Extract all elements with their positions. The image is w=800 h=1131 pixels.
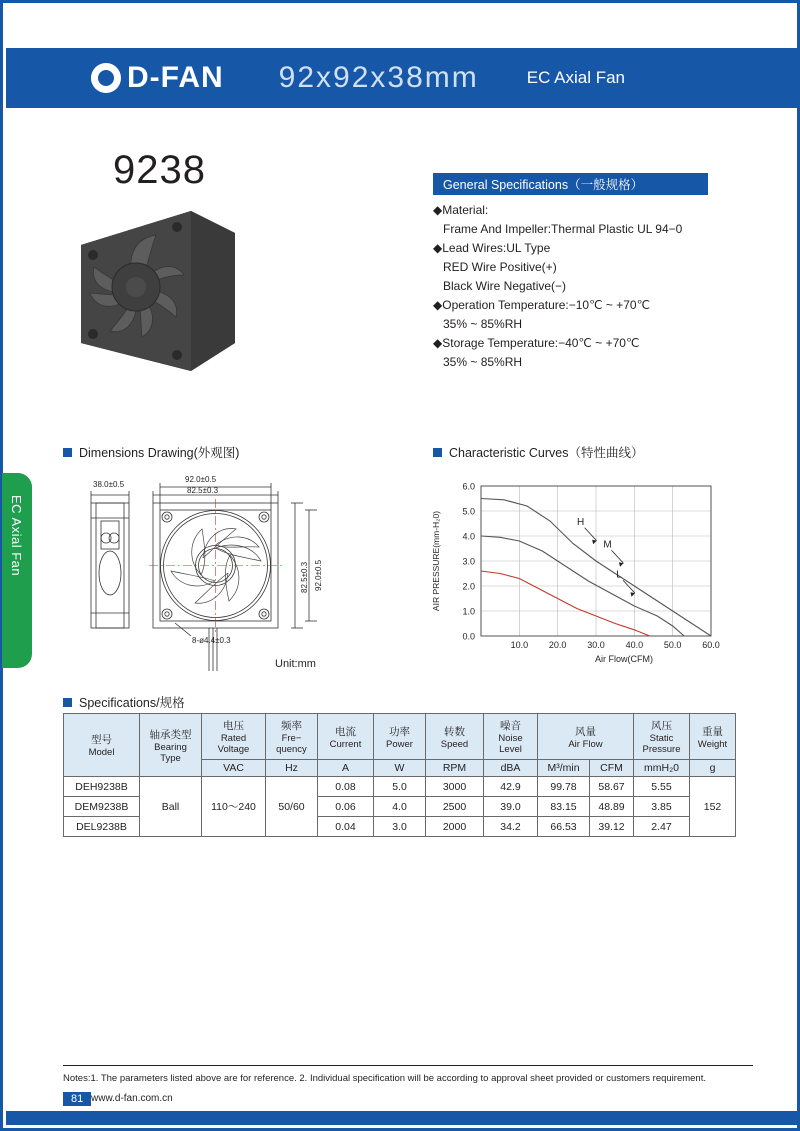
unit-frequency: Hz — [266, 760, 318, 777]
table-row — [64, 777, 736, 797]
th-air-flow: 风量 Air Flow — [538, 714, 634, 760]
side-tab-label: EC Axial Fan — [9, 495, 24, 577]
specifications-section-heading — [63, 693, 185, 711]
unit-voltage: VAC — [202, 760, 266, 777]
page-title: 9238 — [113, 148, 206, 192]
th-static-pressure: 风压 Static Pressure — [634, 714, 690, 760]
specifications-heading-label: Specifications/规格 — [79, 696, 185, 710]
unit-pressure: mmH₂0 — [634, 760, 690, 777]
svg-text:M: M — [603, 539, 612, 551]
cell-pressure: 3.85 — [634, 797, 690, 817]
cell-airflow-cfm: 58.67 — [590, 777, 634, 797]
svg-text:1.0: 1.0 — [462, 606, 475, 617]
table-header-row — [64, 714, 736, 760]
gs-line-2: ◆Lead Wires:UL Type — [433, 241, 551, 255]
gs-line-1: Frame And Impeller:Thermal Plastic UL 94−0 — [443, 222, 683, 236]
gs-line-6: 35% ~ 85%RH — [443, 317, 523, 331]
specifications-table — [63, 713, 736, 837]
cell-speed: 3000 — [426, 777, 484, 797]
cell-power: 3.0 — [374, 817, 426, 837]
gs-line-0: ◆Material: — [433, 203, 489, 217]
footer-bar — [6, 1111, 800, 1125]
curves-heading-label: Characteristic Curves（特性曲线） — [449, 446, 644, 460]
cell-pressure: 5.55 — [634, 777, 690, 797]
unit-speed: RPM — [426, 760, 484, 777]
website-url: www.d-fan.com.cn — [91, 1093, 173, 1104]
bullet-square-icon — [63, 698, 72, 707]
dimensions-heading-label: Dimensions Drawing(外观图) — [79, 446, 240, 460]
cell-current: 0.08 — [318, 777, 374, 797]
cell-airflow-cfm: 39.12 — [590, 817, 634, 837]
characteristic-curves-chart — [423, 468, 723, 683]
svg-text:20.0: 20.0 — [548, 640, 567, 650]
bullet-square-icon — [433, 448, 442, 457]
cell-voltage: 110～240 — [202, 777, 266, 837]
th-bearing-type: 轴承类型 Bearing Type — [140, 714, 202, 777]
page-header — [6, 48, 800, 108]
cell-current: 0.06 — [318, 797, 374, 817]
brand-name: D-FAN — [127, 61, 224, 94]
cell-frequency: 50/60 — [266, 777, 318, 837]
general-specifications-body — [433, 201, 763, 372]
gs-line-3: RED Wire Positive(+) — [443, 260, 557, 274]
svg-text:4.0: 4.0 — [462, 531, 475, 542]
cell-model: DEL9238B — [64, 817, 140, 837]
fan-logo-icon — [91, 63, 121, 93]
svg-text:3.0: 3.0 — [462, 556, 475, 567]
svg-text:L: L — [616, 569, 622, 581]
general-specifications-title: General Specifications（一般规格） — [433, 173, 708, 195]
unit-airflow-cfm: CFM — [590, 760, 634, 777]
cell-airflow-cfm: 48.89 — [590, 797, 634, 817]
svg-text:0.0: 0.0 — [462, 631, 475, 642]
dimensions-section-heading — [63, 443, 239, 461]
th-current: 电流 Current — [318, 714, 374, 760]
cell-weight: 152 — [690, 777, 736, 837]
svg-text:60.0: 60.0 — [702, 640, 720, 650]
svg-text:2.0: 2.0 — [462, 581, 475, 592]
th-weight: 重量 Weight — [690, 714, 736, 760]
brand-logo — [91, 61, 224, 95]
product-size: 92x92x38mm — [278, 61, 479, 94]
side-tab-ec-axial-fan — [2, 473, 32, 668]
footer-divider — [63, 1065, 753, 1066]
svg-text:30.0: 30.0 — [587, 640, 605, 650]
svg-text:H: H — [577, 516, 585, 528]
gs-line-4: Black Wire Negative(−) — [443, 279, 567, 293]
gs-line-8: 35% ~ 85%RH — [443, 355, 523, 369]
cell-power: 5.0 — [374, 777, 426, 797]
cell-noise: 39.0 — [484, 797, 538, 817]
dim-depth-label: 38.0±0.5 — [93, 480, 125, 489]
unit-current: A — [318, 760, 374, 777]
cell-airflow-m3: 99.78 — [538, 777, 590, 797]
dim-width-inner-label: 82.5±0.3 — [187, 486, 219, 495]
svg-text:5.0: 5.0 — [462, 506, 475, 517]
cell-current: 0.04 — [318, 817, 374, 837]
cell-model: DEM9238B — [64, 797, 140, 817]
cell-model: DEH9238B — [64, 777, 140, 797]
cell-power: 4.0 — [374, 797, 426, 817]
bullet-square-icon — [63, 448, 72, 457]
dim-height-inner-label: 82.5±0.3 — [300, 561, 309, 593]
curves-section-heading — [433, 443, 643, 461]
th-noise-level: 噪音 Noise Level — [484, 714, 538, 760]
fan-product-image — [73, 203, 243, 388]
cell-speed: 2000 — [426, 817, 484, 837]
svg-text:40.0: 40.0 — [625, 640, 644, 650]
svg-text:AIR PRESSURE(mm-H₂0): AIR PRESSURE(mm-H₂0) — [431, 510, 441, 612]
gs-line-7: ◆Storage Temperature:−40℃ ~ +70℃ — [433, 336, 640, 350]
product-type: EC Axial Fan — [526, 68, 626, 87]
page-number: 81 — [63, 1092, 91, 1106]
svg-text:6.0: 6.0 — [462, 481, 475, 492]
svg-text:50.0: 50.0 — [663, 640, 682, 650]
th-rated-voltage: 电压 Rated Voltage — [202, 714, 266, 760]
unit-airflow-m3: M³/min — [538, 760, 590, 777]
th-power: 功率 Power — [374, 714, 426, 760]
cell-noise: 42.9 — [484, 777, 538, 797]
cell-bearing: Ball — [140, 777, 202, 837]
cell-speed: 2500 — [426, 797, 484, 817]
unit-power: W — [374, 760, 426, 777]
dim-width-outer-label: 92.0±0.5 — [185, 475, 217, 484]
th-model: 型号 Model — [64, 714, 140, 777]
cell-noise: 34.2 — [484, 817, 538, 837]
unit-noise: dBA — [484, 760, 538, 777]
gs-line-5: ◆Operation Temperature:−10℃ ~ +70℃ — [433, 298, 651, 312]
dim-height-outer-label: 92.0±0.5 — [314, 559, 323, 591]
footer-notes: Notes:1. The parameters listed above are for reference. 2. Individual specification will be according to approval sheet provided or customers requirement. — [63, 1073, 706, 1084]
svg-text:Air Flow(CFM): Air Flow(CFM) — [595, 654, 653, 664]
dim-holes-label: 8-ø4.4±0.3 — [192, 636, 231, 645]
cell-airflow-m3: 66.53 — [538, 817, 590, 837]
cell-pressure: 2.47 — [634, 817, 690, 837]
svg-text:10.0: 10.0 — [510, 640, 529, 650]
th-speed: 转数 Speed — [426, 714, 484, 760]
th-frequency: 频率 Fre− quency — [266, 714, 318, 760]
cell-airflow-m3: 83.15 — [538, 797, 590, 817]
dimensions-drawing — [63, 473, 393, 678]
unit-weight: g — [690, 760, 736, 777]
dimensions-unit-label: Unit:mm — [275, 658, 316, 670]
